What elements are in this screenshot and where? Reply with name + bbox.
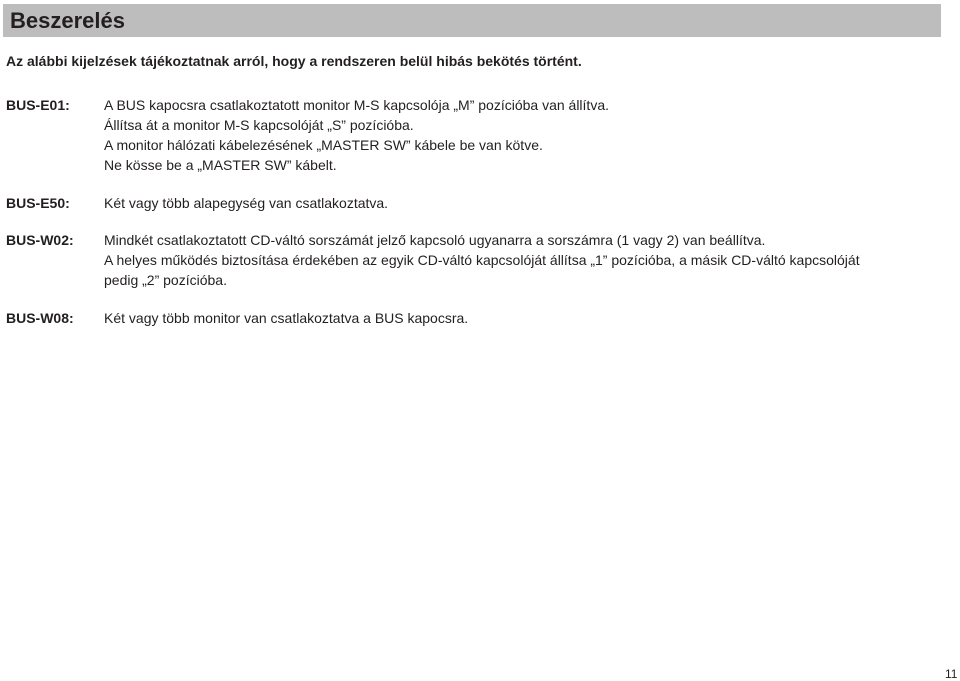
warning-description-bus-w02 [104, 230, 860, 290]
description-line: Két vagy több monitor van csatlakoztatva a BUS kapocsra. [104, 310, 469, 326]
warning-description-bus-w08 [104, 308, 468, 328]
warning-code-bus-w08: BUS-W08: [6, 310, 74, 326]
intro-text: Az alábbi kijelzések tájékoztatnak arról, hogy a rendszeren belül hibás bekötés történt. [6, 53, 582, 69]
error-description-bus-e50 [104, 193, 388, 213]
description-line: Mindkét csatlakoztatott CD-váltó sorszámát jelző kapcsoló ugyanarra a sorszámra (1 vagy 2) van beállítva. [104, 232, 766, 248]
description-line: Állítsa át a monitor M-S kapcsolóját „S” pozícióba. [104, 117, 414, 133]
description-line: Két vagy több alapegység van csatlakoztatva. [104, 195, 389, 211]
warning-code-bus-w02: BUS-W02: [6, 232, 74, 248]
error-description-bus-e01 [104, 95, 609, 175]
page-number: 11 [945, 667, 958, 681]
page-title: Beszerelés [10, 8, 125, 33]
description-line: Ne kösse be a „MASTER SW” kábelt. [104, 157, 337, 173]
error-code-bus-e50: BUS-E50: [6, 195, 70, 211]
description-line: pedig „2” pozícióba. [104, 272, 227, 288]
description-line: A BUS kapocsra csatlakoztatott monitor M-S kapcsolója „M” pozícióba van állítva. [104, 97, 609, 113]
description-line: A monitor hálózati kábelezésének „MASTER SW” kábele be van kötve. [104, 137, 543, 153]
section-title-bar [3, 4, 941, 37]
error-code-bus-e01: BUS-E01: [6, 97, 70, 113]
description-line: A helyes működés biztosítása érdekében az egyik CD-váltó kapcsolóját állítsa „1” pozícióba, a másik CD-váltó kapcsolóját [104, 252, 860, 268]
